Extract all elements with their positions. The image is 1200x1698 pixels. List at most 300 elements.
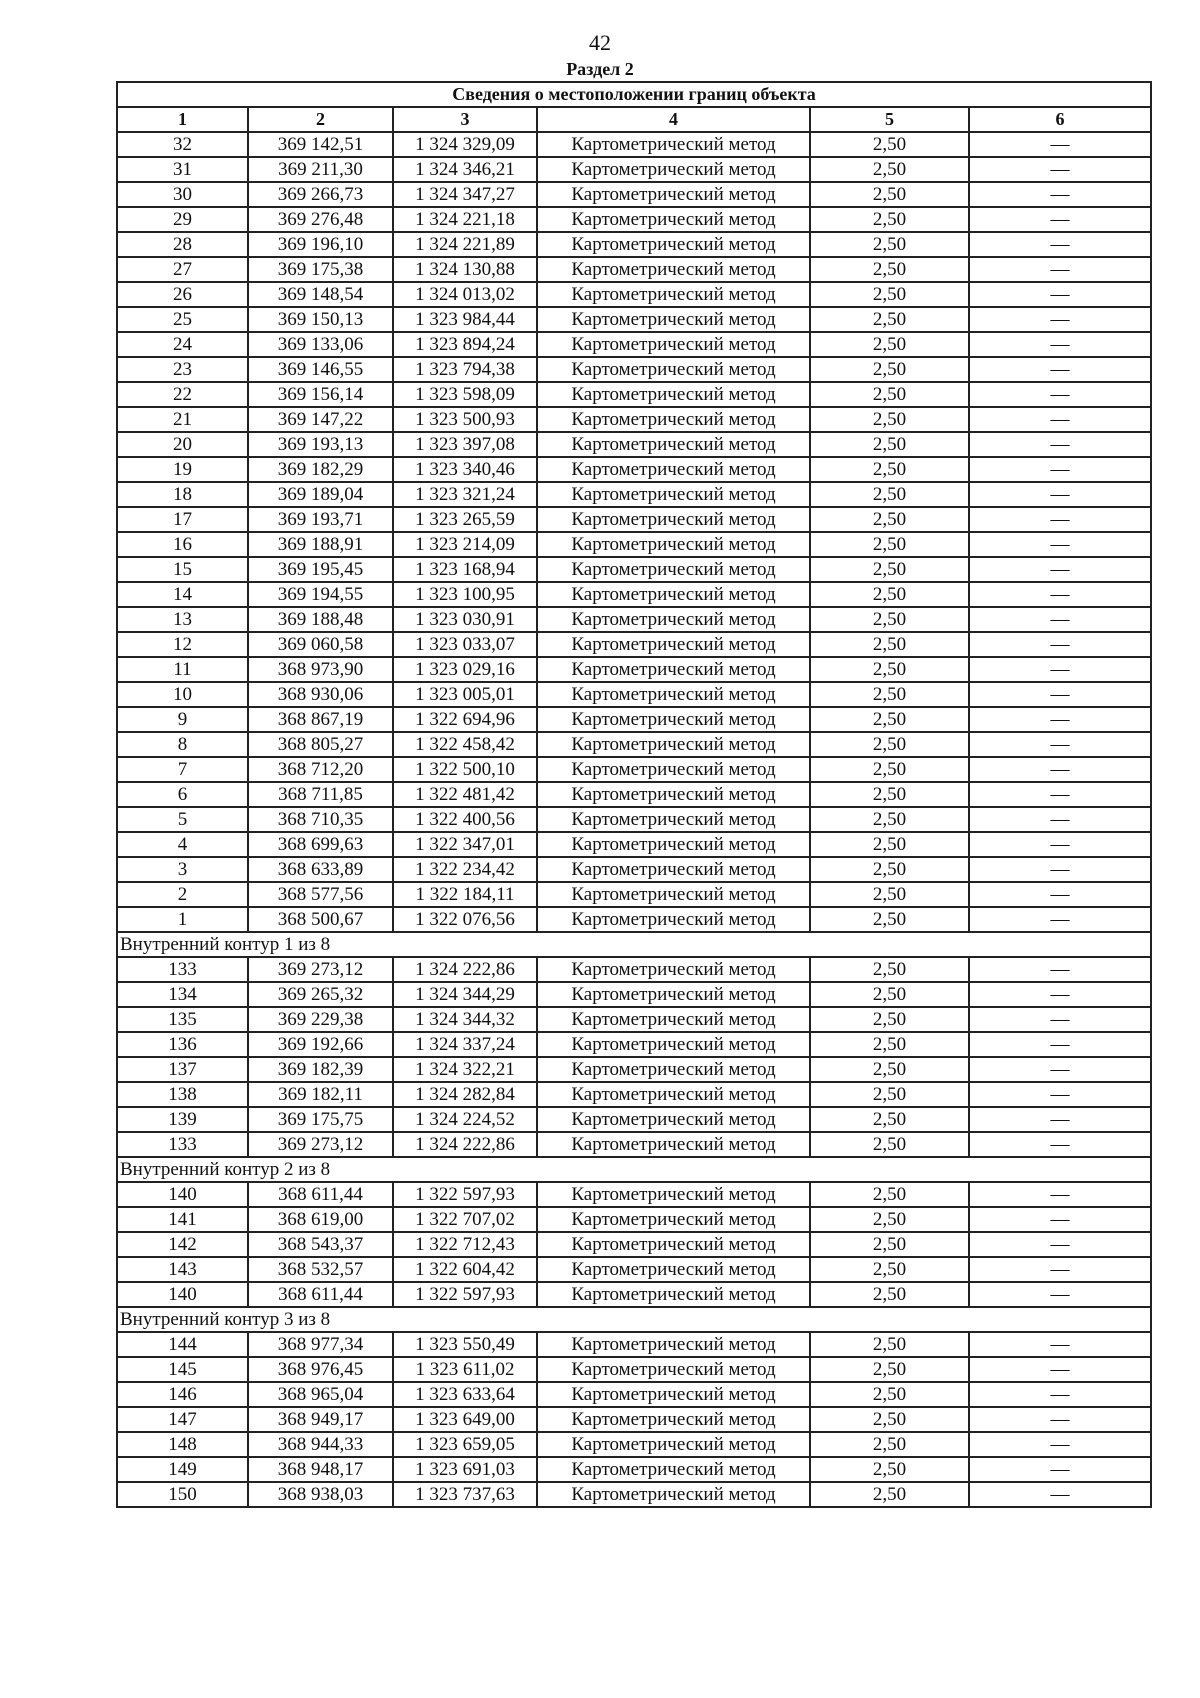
- description-cell: —: [969, 1382, 1151, 1407]
- y-coordinate-cell: 1 323 033,07: [393, 632, 537, 657]
- description-cell: —: [969, 182, 1151, 207]
- method-cell: Картометрический метод: [537, 532, 810, 557]
- table-row: [117, 407, 1151, 432]
- table-row: [117, 682, 1151, 707]
- method-cell: Картометрический метод: [537, 257, 810, 282]
- method-cell: Картометрический метод: [537, 657, 810, 682]
- table-row: [117, 157, 1151, 182]
- description-cell: —: [969, 432, 1151, 457]
- precision-cell: 2,50: [810, 1032, 969, 1057]
- method-cell: Картометрический метод: [537, 1382, 810, 1407]
- description-cell: —: [969, 1132, 1151, 1157]
- y-coordinate-cell: 1 324 221,18: [393, 207, 537, 232]
- table-row: [117, 1182, 1151, 1207]
- column-number-3: 3: [393, 107, 537, 132]
- x-coordinate-cell: 369 146,55: [248, 357, 393, 382]
- description-cell: —: [969, 1332, 1151, 1357]
- description-cell: —: [969, 1282, 1151, 1307]
- point-number-cell: 140: [117, 1282, 248, 1307]
- table-row: [117, 207, 1151, 232]
- x-coordinate-cell: 368 867,19: [248, 707, 393, 732]
- table-row: [117, 1382, 1151, 1407]
- x-coordinate-cell: 369 195,45: [248, 557, 393, 582]
- precision-cell: 2,50: [810, 1357, 969, 1382]
- method-cell: Картометрический метод: [537, 707, 810, 732]
- y-coordinate-cell: 1 323 500,93: [393, 407, 537, 432]
- precision-cell: 2,50: [810, 957, 969, 982]
- description-cell: —: [969, 1482, 1151, 1507]
- x-coordinate-cell: 369 196,10: [248, 232, 393, 257]
- description-cell: —: [969, 832, 1151, 857]
- precision-cell: 2,50: [810, 1382, 969, 1407]
- table-row: [117, 707, 1151, 732]
- description-cell: —: [969, 757, 1151, 782]
- y-coordinate-cell: 1 323 168,94: [393, 557, 537, 582]
- point-number-cell: 19: [117, 457, 248, 482]
- description-cell: —: [969, 407, 1151, 432]
- point-number-cell: 17: [117, 507, 248, 532]
- y-coordinate-cell: 1 323 029,16: [393, 657, 537, 682]
- y-coordinate-cell: 1 324 344,32: [393, 1007, 537, 1032]
- precision-cell: 2,50: [810, 632, 969, 657]
- table-row: [117, 882, 1151, 907]
- x-coordinate-cell: 369 193,71: [248, 507, 393, 532]
- point-number-cell: 15: [117, 557, 248, 582]
- column-number-1: 1: [117, 107, 248, 132]
- precision-cell: 2,50: [810, 557, 969, 582]
- point-number-cell: 147: [117, 1407, 248, 1432]
- x-coordinate-cell: 368 949,17: [248, 1407, 393, 1432]
- table-row: [117, 1432, 1151, 1457]
- description-cell: —: [969, 1082, 1151, 1107]
- table-row: [117, 1032, 1151, 1057]
- y-coordinate-cell: 1 324 130,88: [393, 257, 537, 282]
- x-coordinate-cell: 368 500,67: [248, 907, 393, 932]
- description-cell: —: [969, 1407, 1151, 1432]
- x-coordinate-cell: 369 188,91: [248, 532, 393, 557]
- method-cell: Картометрический метод: [537, 957, 810, 982]
- point-number-cell: 133: [117, 1132, 248, 1157]
- method-cell: Картометрический метод: [537, 582, 810, 607]
- y-coordinate-cell: 1 323 598,09: [393, 382, 537, 407]
- point-number-cell: 138: [117, 1082, 248, 1107]
- description-cell: —: [969, 132, 1151, 157]
- description-cell: —: [969, 557, 1151, 582]
- x-coordinate-cell: 369 229,38: [248, 1007, 393, 1032]
- x-coordinate-cell: 369 193,13: [248, 432, 393, 457]
- method-cell: Картометрический метод: [537, 732, 810, 757]
- precision-cell: 2,50: [810, 1457, 969, 1482]
- y-coordinate-cell: 1 322 481,42: [393, 782, 537, 807]
- method-cell: Картометрический метод: [537, 1432, 810, 1457]
- table-body: [117, 132, 1151, 1507]
- description-cell: —: [969, 707, 1151, 732]
- table-row: [117, 382, 1151, 407]
- y-coordinate-cell: 1 322 234,42: [393, 857, 537, 882]
- description-cell: —: [969, 1207, 1151, 1232]
- method-cell: Картометрический метод: [537, 157, 810, 182]
- point-number-cell: 144: [117, 1332, 248, 1357]
- x-coordinate-cell: 369 150,13: [248, 307, 393, 332]
- y-coordinate-cell: 1 323 214,09: [393, 532, 537, 557]
- y-coordinate-cell: 1 322 347,01: [393, 832, 537, 857]
- y-coordinate-cell: 1 322 458,42: [393, 732, 537, 757]
- table-row: [117, 757, 1151, 782]
- y-coordinate-cell: 1 324 346,21: [393, 157, 537, 182]
- table-row: [117, 1007, 1151, 1032]
- precision-cell: 2,50: [810, 807, 969, 832]
- description-cell: —: [969, 482, 1151, 507]
- y-coordinate-cell: 1 324 222,86: [393, 1132, 537, 1157]
- y-coordinate-cell: 1 323 005,01: [393, 682, 537, 707]
- method-cell: Картометрический метод: [537, 507, 810, 532]
- x-coordinate-cell: 368 633,89: [248, 857, 393, 882]
- precision-cell: 2,50: [810, 332, 969, 357]
- precision-cell: 2,50: [810, 1082, 969, 1107]
- x-coordinate-cell: 369 182,39: [248, 1057, 393, 1082]
- x-coordinate-cell: 369 188,48: [248, 607, 393, 632]
- description-cell: —: [969, 507, 1151, 532]
- point-number-cell: 20: [117, 432, 248, 457]
- method-cell: Картометрический метод: [537, 557, 810, 582]
- table-row: [117, 1057, 1151, 1082]
- y-coordinate-cell: 1 323 649,00: [393, 1407, 537, 1432]
- description-cell: —: [969, 1357, 1151, 1382]
- table-row: [117, 1282, 1151, 1307]
- method-cell: Картометрический метод: [537, 432, 810, 457]
- description-cell: —: [969, 382, 1151, 407]
- point-number-cell: 23: [117, 357, 248, 382]
- description-cell: —: [969, 1107, 1151, 1132]
- point-number-cell: 22: [117, 382, 248, 407]
- precision-cell: 2,50: [810, 1057, 969, 1082]
- method-cell: Картометрический метод: [537, 382, 810, 407]
- table-row: [117, 1332, 1151, 1357]
- method-cell: Картометрический метод: [537, 882, 810, 907]
- y-coordinate-cell: 1 323 984,44: [393, 307, 537, 332]
- method-cell: Картометрический метод: [537, 1032, 810, 1057]
- x-coordinate-cell: 368 611,44: [248, 1282, 393, 1307]
- point-number-cell: 21: [117, 407, 248, 432]
- y-coordinate-cell: 1 324 344,29: [393, 982, 537, 1007]
- description-cell: —: [969, 1457, 1151, 1482]
- contour-label: Внутренний контур 3 из 8: [117, 1307, 1151, 1332]
- description-cell: —: [969, 307, 1151, 332]
- precision-cell: 2,50: [810, 782, 969, 807]
- point-number-cell: 4: [117, 832, 248, 857]
- y-coordinate-cell: 1 323 265,59: [393, 507, 537, 532]
- section-title: Раздел 2: [566, 59, 634, 79]
- table-row: [117, 257, 1151, 282]
- contour-label: Внутренний контур 2 из 8: [117, 1157, 1151, 1182]
- point-number-cell: 3: [117, 857, 248, 882]
- description-cell: —: [969, 982, 1151, 1007]
- table-caption: Сведения о местоположении границ объекта: [117, 82, 1151, 107]
- y-coordinate-cell: 1 324 322,21: [393, 1057, 537, 1082]
- precision-cell: 2,50: [810, 882, 969, 907]
- table-row: [117, 807, 1151, 832]
- x-coordinate-cell: 368 712,20: [248, 757, 393, 782]
- x-coordinate-cell: 368 977,34: [248, 1332, 393, 1357]
- precision-cell: 2,50: [810, 1407, 969, 1432]
- y-coordinate-cell: 1 324 013,02: [393, 282, 537, 307]
- table-row: [117, 1082, 1151, 1107]
- precision-cell: 2,50: [810, 282, 969, 307]
- table-row: [117, 732, 1151, 757]
- table-row: [117, 1232, 1151, 1257]
- method-cell: Картометрический метод: [537, 682, 810, 707]
- x-coordinate-cell: 368 543,37: [248, 1232, 393, 1257]
- precision-cell: 2,50: [810, 182, 969, 207]
- table-row: [117, 282, 1151, 307]
- x-coordinate-cell: 369 182,29: [248, 457, 393, 482]
- precision-cell: 2,50: [810, 1207, 969, 1232]
- description-cell: —: [969, 1257, 1151, 1282]
- precision-cell: 2,50: [810, 1257, 969, 1282]
- point-number-cell: 136: [117, 1032, 248, 1057]
- method-cell: Картометрический метод: [537, 1132, 810, 1157]
- precision-cell: 2,50: [810, 707, 969, 732]
- y-coordinate-cell: 1 324 224,52: [393, 1107, 537, 1132]
- description-cell: —: [969, 207, 1151, 232]
- precision-cell: 2,50: [810, 482, 969, 507]
- point-number-cell: 5: [117, 807, 248, 832]
- precision-cell: 2,50: [810, 532, 969, 557]
- precision-cell: 2,50: [810, 907, 969, 932]
- precision-cell: 2,50: [810, 357, 969, 382]
- precision-cell: 2,50: [810, 857, 969, 882]
- method-cell: Картометрический метод: [537, 982, 810, 1007]
- description-cell: —: [969, 232, 1151, 257]
- x-coordinate-cell: 369 142,51: [248, 132, 393, 157]
- table-caption-row: [117, 82, 1151, 107]
- description-cell: —: [969, 857, 1151, 882]
- method-cell: Картометрический метод: [537, 1407, 810, 1432]
- description-cell: —: [969, 532, 1151, 557]
- method-cell: Картометрический метод: [537, 807, 810, 832]
- x-coordinate-cell: 369 175,75: [248, 1107, 393, 1132]
- point-number-cell: 12: [117, 632, 248, 657]
- table-row: [117, 907, 1151, 932]
- point-number-cell: 140: [117, 1182, 248, 1207]
- method-cell: Картометрический метод: [537, 482, 810, 507]
- table-row: [117, 182, 1151, 207]
- table-row: [117, 457, 1151, 482]
- table-row: [117, 832, 1151, 857]
- table-row: [117, 1482, 1151, 1507]
- method-cell: Картометрический метод: [537, 832, 810, 857]
- description-cell: —: [969, 1182, 1151, 1207]
- table-row: [117, 482, 1151, 507]
- point-number-cell: 18: [117, 482, 248, 507]
- point-number-cell: 141: [117, 1207, 248, 1232]
- description-cell: —: [969, 357, 1151, 382]
- point-number-cell: 133: [117, 957, 248, 982]
- table-row: [117, 857, 1151, 882]
- x-coordinate-cell: 369 189,04: [248, 482, 393, 507]
- x-coordinate-cell: 368 938,03: [248, 1482, 393, 1507]
- x-coordinate-cell: 369 156,14: [248, 382, 393, 407]
- method-cell: Картометрический метод: [537, 1107, 810, 1132]
- y-coordinate-cell: 1 323 611,02: [393, 1357, 537, 1382]
- x-coordinate-cell: 369 266,73: [248, 182, 393, 207]
- point-number-cell: 142: [117, 1232, 248, 1257]
- description-cell: —: [969, 282, 1151, 307]
- method-cell: Картометрический метод: [537, 1082, 810, 1107]
- precision-cell: 2,50: [810, 257, 969, 282]
- precision-cell: 2,50: [810, 1332, 969, 1357]
- table-row: [117, 607, 1151, 632]
- precision-cell: 2,50: [810, 1432, 969, 1457]
- y-coordinate-cell: 1 324 221,89: [393, 232, 537, 257]
- precision-cell: 2,50: [810, 1282, 969, 1307]
- point-number-cell: 8: [117, 732, 248, 757]
- description-cell: —: [969, 1232, 1151, 1257]
- point-number-cell: 7: [117, 757, 248, 782]
- table-row: [117, 432, 1151, 457]
- table-row: [117, 532, 1151, 557]
- table-row: [117, 1457, 1151, 1482]
- description-cell: —: [969, 907, 1151, 932]
- point-number-cell: 16: [117, 532, 248, 557]
- precision-cell: 2,50: [810, 407, 969, 432]
- x-coordinate-cell: 368 965,04: [248, 1382, 393, 1407]
- point-number-cell: 1: [117, 907, 248, 932]
- boundary-coordinates-table: [116, 81, 1152, 1508]
- table-row: [117, 582, 1151, 607]
- point-number-cell: 135: [117, 1007, 248, 1032]
- method-cell: Картометрический метод: [537, 1057, 810, 1082]
- precision-cell: 2,50: [810, 132, 969, 157]
- table-row: [117, 957, 1151, 982]
- precision-cell: 2,50: [810, 1007, 969, 1032]
- description-cell: —: [969, 807, 1151, 832]
- method-cell: Картометрический метод: [537, 1182, 810, 1207]
- point-number-cell: 146: [117, 1382, 248, 1407]
- description-cell: —: [969, 332, 1151, 357]
- y-coordinate-cell: 1 324 337,24: [393, 1032, 537, 1057]
- precision-cell: 2,50: [810, 657, 969, 682]
- method-cell: Картометрический метод: [537, 1232, 810, 1257]
- method-cell: Картометрический метод: [537, 1282, 810, 1307]
- method-cell: Картометрический метод: [537, 407, 810, 432]
- x-coordinate-cell: 368 976,45: [248, 1357, 393, 1382]
- point-number-cell: 148: [117, 1432, 248, 1457]
- table-row: [117, 1207, 1151, 1232]
- x-coordinate-cell: 369 148,54: [248, 282, 393, 307]
- column-number-row: [117, 107, 1151, 132]
- y-coordinate-cell: 1 324 347,27: [393, 182, 537, 207]
- method-cell: Картометрический метод: [537, 782, 810, 807]
- description-cell: —: [969, 157, 1151, 182]
- y-coordinate-cell: 1 322 604,42: [393, 1257, 537, 1282]
- description-cell: —: [969, 457, 1151, 482]
- point-number-cell: 13: [117, 607, 248, 632]
- y-coordinate-cell: 1 322 597,93: [393, 1182, 537, 1207]
- method-cell: Картометрический метод: [537, 1207, 810, 1232]
- x-coordinate-cell: 369 182,11: [248, 1082, 393, 1107]
- precision-cell: 2,50: [810, 432, 969, 457]
- y-coordinate-cell: 1 322 694,96: [393, 707, 537, 732]
- x-coordinate-cell: 368 710,35: [248, 807, 393, 832]
- precision-cell: 2,50: [810, 507, 969, 532]
- table-row: [117, 982, 1151, 1007]
- method-cell: Картометрический метод: [537, 332, 810, 357]
- y-coordinate-cell: 1 322 707,02: [393, 1207, 537, 1232]
- method-cell: Картометрический метод: [537, 1482, 810, 1507]
- column-number-4: 4: [537, 107, 810, 132]
- x-coordinate-cell: 369 194,55: [248, 582, 393, 607]
- point-number-cell: 29: [117, 207, 248, 232]
- method-cell: Картометрический метод: [537, 132, 810, 157]
- precision-cell: 2,50: [810, 607, 969, 632]
- precision-cell: 2,50: [810, 982, 969, 1007]
- point-number-cell: 30: [117, 182, 248, 207]
- x-coordinate-cell: 369 147,22: [248, 407, 393, 432]
- y-coordinate-cell: 1 323 321,24: [393, 482, 537, 507]
- x-coordinate-cell: 369 276,48: [248, 207, 393, 232]
- x-coordinate-cell: 368 711,85: [248, 782, 393, 807]
- page-number: 42: [589, 30, 611, 55]
- point-number-cell: 14: [117, 582, 248, 607]
- x-coordinate-cell: 369 265,32: [248, 982, 393, 1007]
- method-cell: Картометрический метод: [537, 357, 810, 382]
- method-cell: Картометрический метод: [537, 182, 810, 207]
- table-row: [117, 132, 1151, 157]
- y-coordinate-cell: 1 323 030,91: [393, 607, 537, 632]
- column-number-5: 5: [810, 107, 969, 132]
- point-number-cell: 2: [117, 882, 248, 907]
- x-coordinate-cell: 368 619,00: [248, 1207, 393, 1232]
- x-coordinate-cell: 368 699,63: [248, 832, 393, 857]
- description-cell: —: [969, 782, 1151, 807]
- table-row: [117, 1107, 1151, 1132]
- precision-cell: 2,50: [810, 1107, 969, 1132]
- y-coordinate-cell: 1 322 500,10: [393, 757, 537, 782]
- contour-label: Внутренний контур 1 из 8: [117, 932, 1151, 957]
- description-cell: —: [969, 1007, 1151, 1032]
- method-cell: Картометрический метод: [537, 632, 810, 657]
- description-cell: —: [969, 632, 1151, 657]
- method-cell: Картометрический метод: [537, 907, 810, 932]
- precision-cell: 2,50: [810, 757, 969, 782]
- precision-cell: 2,50: [810, 382, 969, 407]
- point-number-cell: 150: [117, 1482, 248, 1507]
- x-coordinate-cell: 368 611,44: [248, 1182, 393, 1207]
- table-row: [117, 1357, 1151, 1382]
- y-coordinate-cell: 1 323 691,03: [393, 1457, 537, 1482]
- y-coordinate-cell: 1 323 340,46: [393, 457, 537, 482]
- x-coordinate-cell: 369 273,12: [248, 957, 393, 982]
- point-number-cell: 134: [117, 982, 248, 1007]
- description-cell: —: [969, 1432, 1151, 1457]
- y-coordinate-cell: 1 322 400,56: [393, 807, 537, 832]
- contour-header-row: [117, 1157, 1151, 1182]
- y-coordinate-cell: 1 323 633,64: [393, 1382, 537, 1407]
- method-cell: Картометрический метод: [537, 307, 810, 332]
- method-cell: Картометрический метод: [537, 757, 810, 782]
- y-coordinate-cell: 1 324 282,84: [393, 1082, 537, 1107]
- method-cell: Картометрический метод: [537, 282, 810, 307]
- x-coordinate-cell: 368 944,33: [248, 1432, 393, 1457]
- table-row: [117, 632, 1151, 657]
- table-row: [117, 1257, 1151, 1282]
- x-coordinate-cell: 369 273,12: [248, 1132, 393, 1157]
- description-cell: —: [969, 607, 1151, 632]
- method-cell: Картометрический метод: [537, 457, 810, 482]
- description-cell: —: [969, 1057, 1151, 1082]
- y-coordinate-cell: 1 323 659,05: [393, 1432, 537, 1457]
